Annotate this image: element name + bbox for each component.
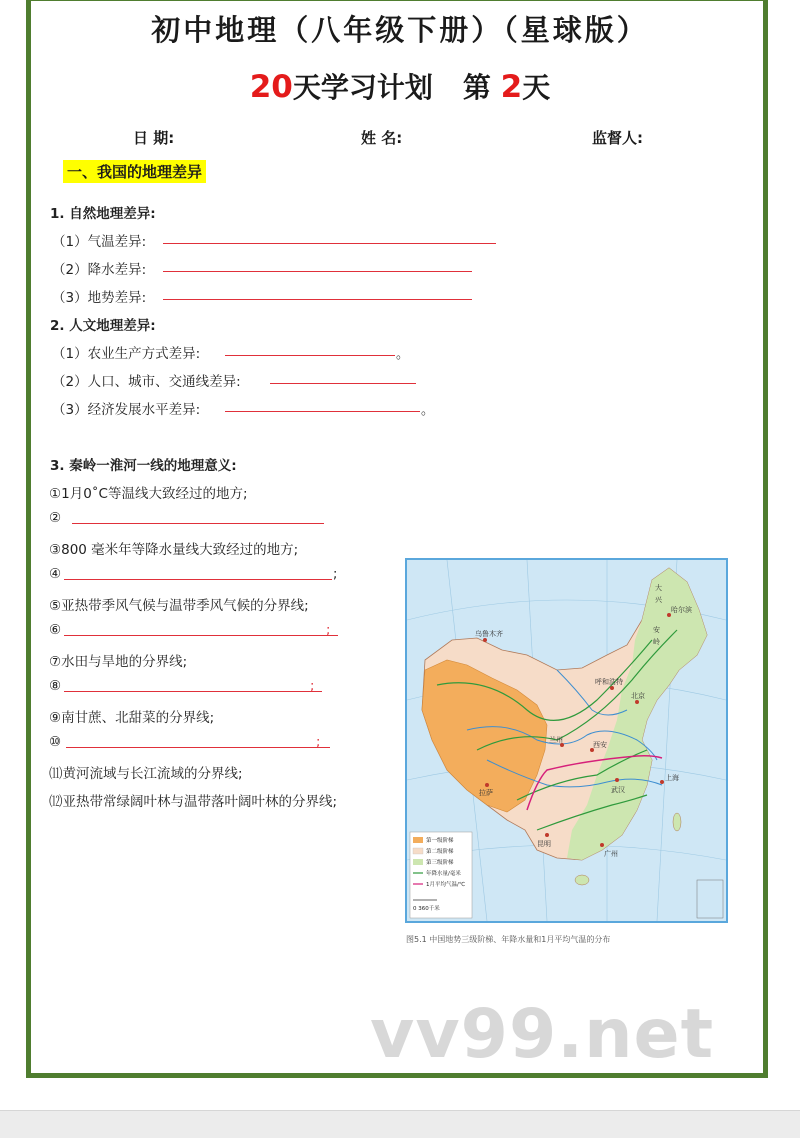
legend-scale: 0 360千米 [413, 906, 440, 912]
label-daxinganling-1: 大 [655, 584, 662, 592]
answer-blank[interactable] [225, 355, 395, 356]
name-label: 姓 名: [361, 129, 403, 147]
map-drawing [407, 560, 726, 921]
semicolon-mark: ; [316, 735, 321, 750]
legend-tier3: 第三级阶梯 [426, 860, 454, 866]
period-mark: 。 [396, 347, 410, 362]
natural-item-precipitation: （2）降水差异: [52, 262, 147, 278]
qinling-item: ⑾黄河流域与长江流域的分界线; [49, 766, 243, 782]
day-number: 2 [500, 69, 523, 105]
natural-item-temperature: （1）气温差异: [52, 234, 147, 250]
answer-blank[interactable] [163, 299, 472, 300]
section-heading: 一、我国的地理差异 [63, 160, 206, 183]
label-kunming: 昆明 [537, 840, 551, 848]
plan-text: 天学习计划 [292, 71, 433, 104]
legend-tier2: 第二级阶梯 [426, 849, 454, 855]
label-daxinganling-3: 安 [653, 626, 660, 634]
qinling-item: ①1月0˚C等温线大致经过的地方; [49, 486, 248, 502]
map-legend [410, 832, 472, 918]
legend-tier1: 第一级阶梯 [426, 838, 454, 844]
qinling-item: ⑨南甘蔗、北甜菜的分界线; [49, 710, 215, 726]
watermark-text: vv99.net [370, 995, 715, 1074]
qinling-item: ⑩ [49, 734, 62, 750]
china-terrain-map [405, 558, 728, 923]
answer-blank[interactable] [163, 271, 472, 272]
qinling-item: ⑿亚热带常绿阔叶林与温带落叶阔叶林的分界线; [49, 794, 338, 810]
label-daxinganling-2: 兴 [655, 596, 662, 604]
label-lanzhou: 兰州 [549, 736, 563, 744]
label-wuhan: 武汉 [611, 786, 625, 794]
semicolon-mark: ; [310, 679, 315, 694]
answer-blank[interactable] [225, 411, 420, 412]
answer-blank[interactable] [64, 579, 332, 580]
day-prefix: 第 [462, 71, 491, 104]
answer-blank[interactable] [270, 383, 416, 384]
label-daxinganling-4: 岭 [653, 638, 660, 646]
study-plan-subtitle [0, 66, 800, 106]
answer-blank[interactable] [64, 691, 322, 692]
semicolon-mark: ; [326, 623, 331, 638]
human-item-economy: （3）经济发展水平差异: [52, 402, 201, 418]
human-item-agriculture: （1）农业生产方式差异: [52, 346, 201, 362]
human-diff-heading: 2. 人文地理差异: [50, 318, 156, 334]
label-urumqi: 乌鲁木齐 [475, 630, 503, 638]
answer-blank[interactable] [163, 243, 496, 244]
qinling-item: ⑧ [49, 678, 62, 694]
qinling-item: ④ [49, 566, 62, 582]
label-guangzhou: 广州 [604, 850, 618, 858]
day-suffix: 天 [522, 71, 551, 104]
label-harbin: 哈尔滨 [671, 606, 692, 614]
label-lhasa: 拉萨 [479, 789, 493, 797]
period-mark: 。 [421, 403, 435, 418]
semicolon-mark: ; [333, 567, 338, 582]
label-xian: 西安 [593, 741, 607, 749]
viewer-bottom-strip [0, 1110, 800, 1138]
human-item-population: （2）人口、城市、交通线差异: [52, 374, 241, 390]
label-hohhot: 呼和浩特 [595, 678, 623, 686]
date-label: 日 期: [133, 129, 175, 147]
supervisor-label: 监督人: [592, 129, 643, 147]
qinling-item: ⑤亚热带季风气候与温带季风气候的分界线; [49, 598, 309, 614]
natural-diff-heading: 1. 自然地理差异: [50, 206, 156, 222]
south-china-sea-inset [697, 880, 723, 918]
answer-blank[interactable] [64, 635, 338, 636]
label-beijing: 北京 [631, 692, 645, 700]
natural-item-terrain: （3）地势差异: [52, 290, 147, 306]
answer-blank[interactable] [72, 523, 324, 524]
qinling-heading: 3. 秦岭一淮河一线的地理意义: [50, 458, 237, 474]
document-title: 初中地理（八年级下册）（星球版） [151, 13, 649, 47]
legend-temperature: 1月平均气温/℃ [426, 882, 466, 888]
plan-days-number: 20 [249, 69, 293, 105]
label-shanghai: 上海 [665, 774, 679, 782]
map-caption: 图5.1 中国地势三级阶梯、年降水量和1月平均气温的分布 [406, 935, 611, 944]
qinling-item: ② [49, 510, 62, 526]
answer-blank[interactable] [66, 747, 330, 748]
qinling-item: ⑥ [49, 622, 62, 638]
hainan-island [575, 875, 589, 885]
taiwan-island [673, 813, 681, 831]
qinling-item: ③800 毫米年等降水量线大致经过的地方; [49, 542, 299, 558]
qinling-item: ⑦水田与旱地的分界线; [49, 654, 188, 670]
legend-precipitation: 年降水量/毫米 [426, 871, 461, 877]
